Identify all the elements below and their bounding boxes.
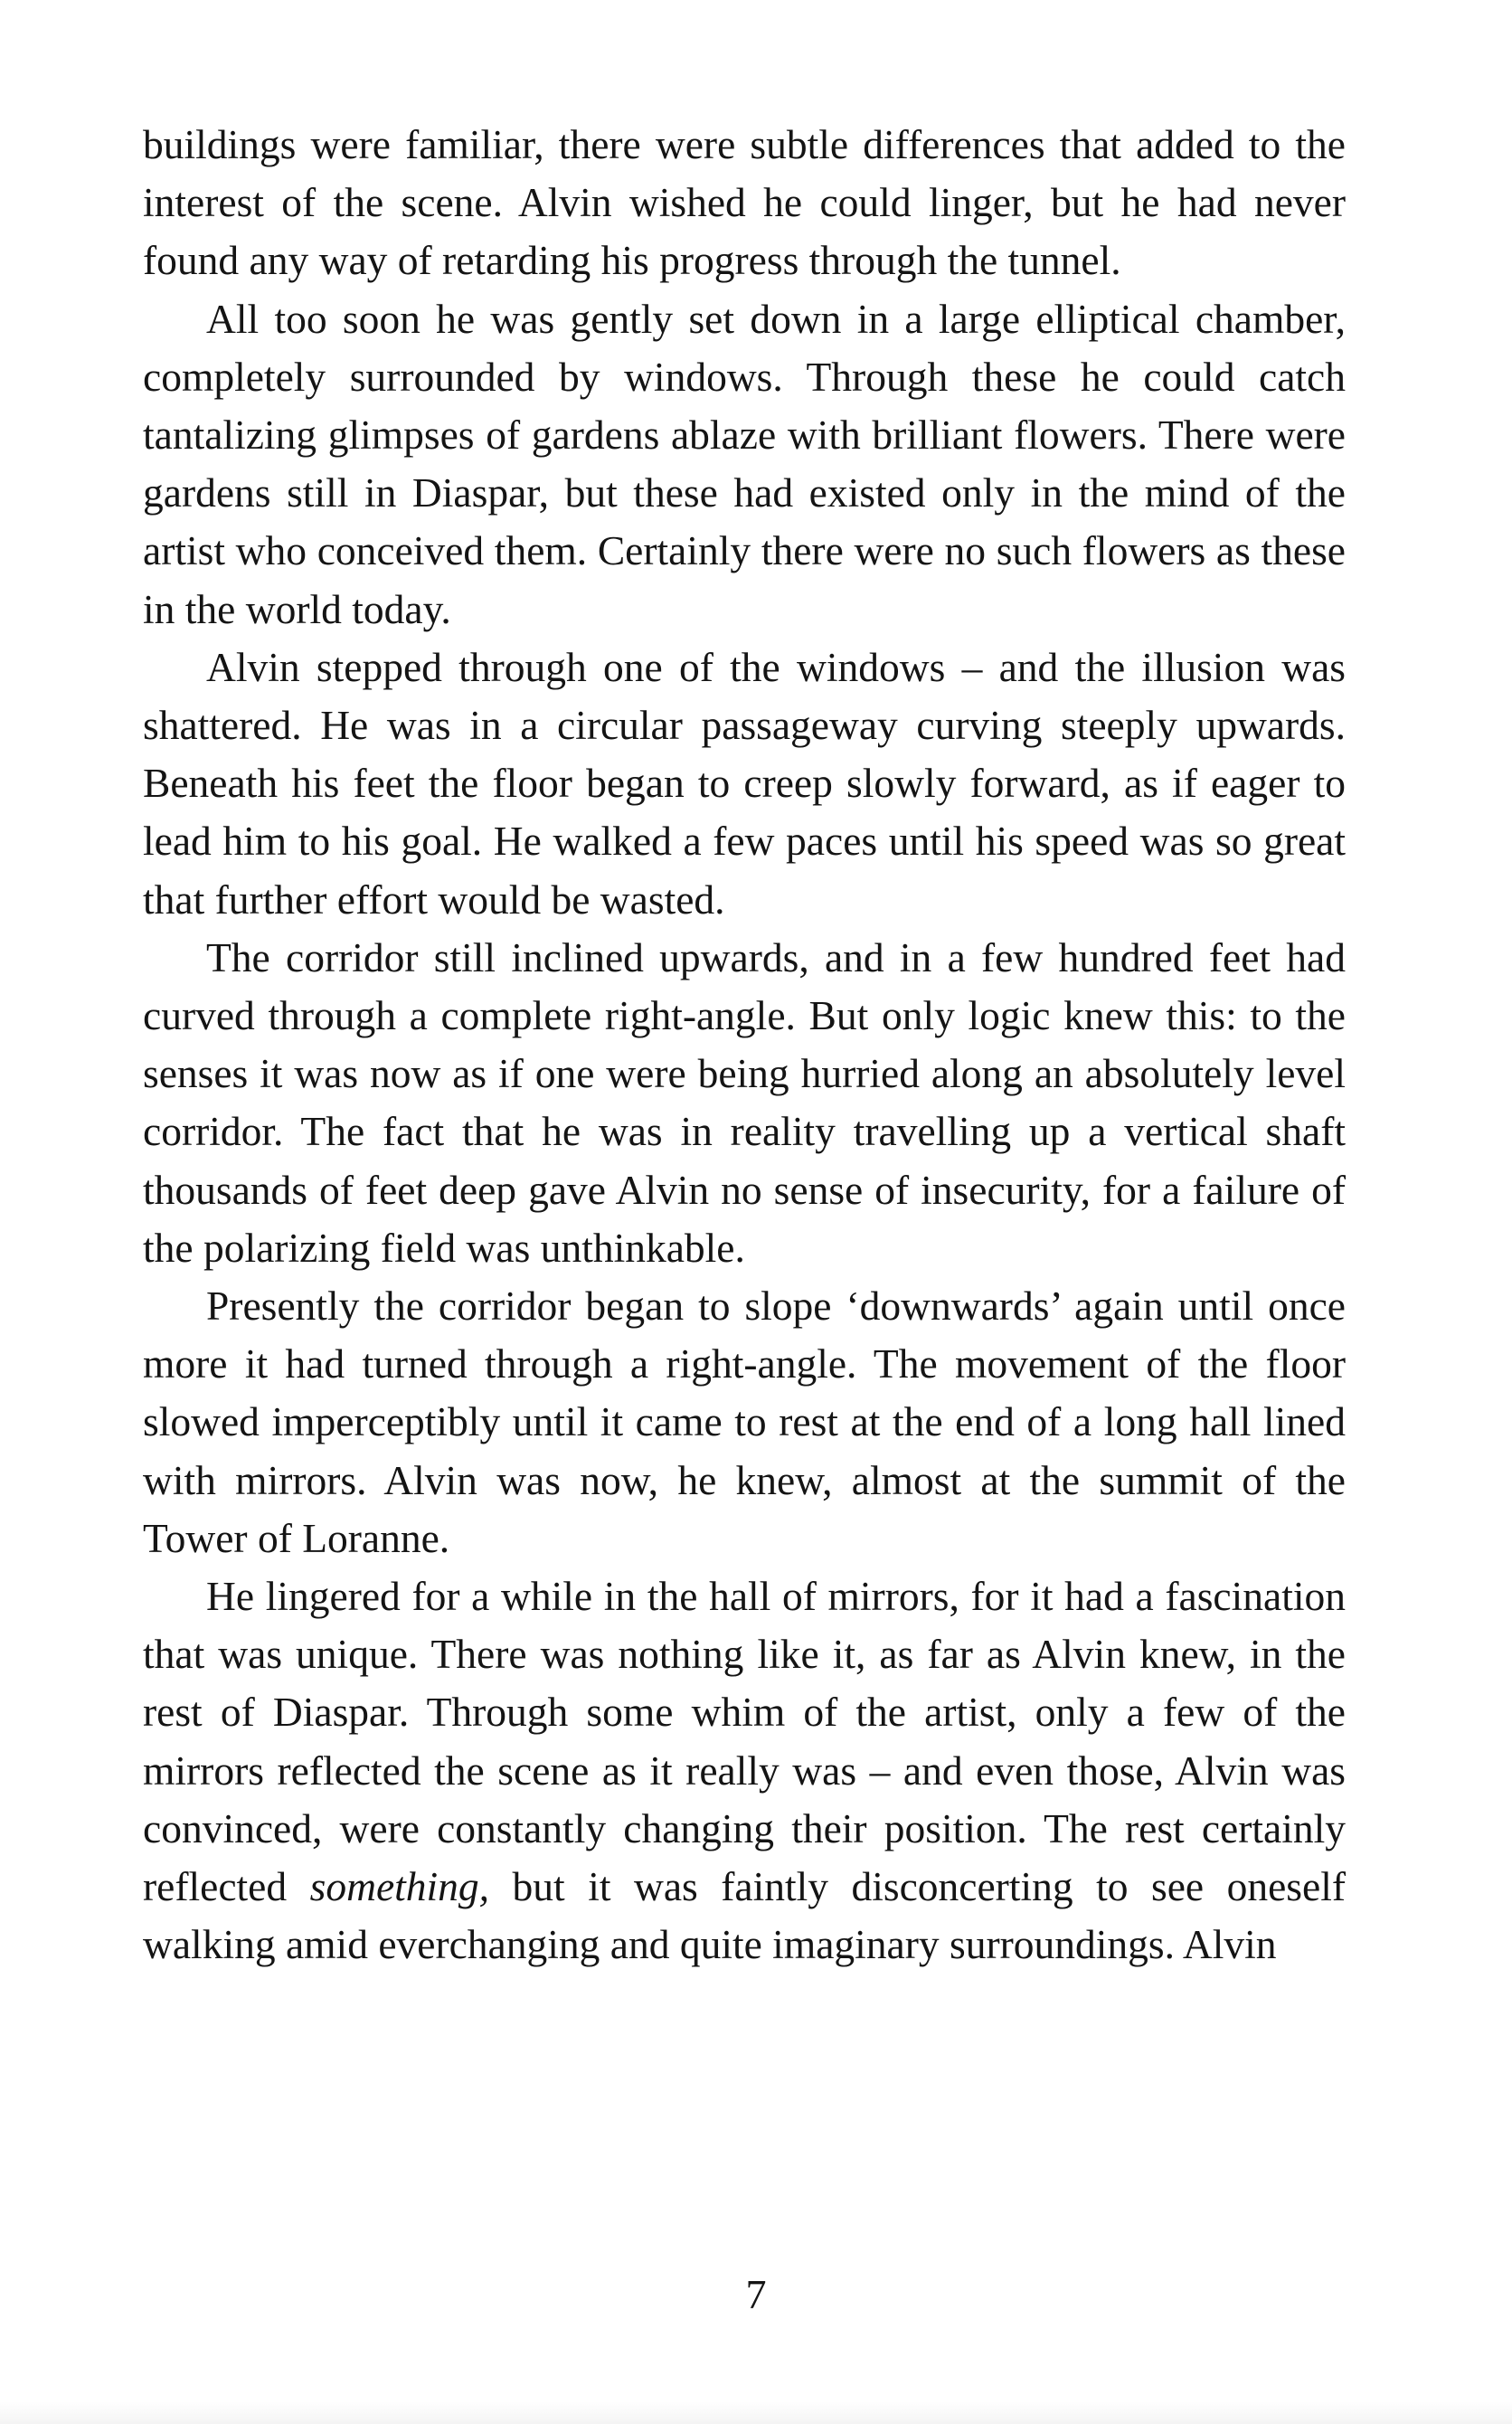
page-number: 7 [745, 2271, 767, 2317]
paragraph-3: Alvin stepped through one of the windows – and the illusion was shattered. He was in a circular passageway curving steeply upwards. Beneath his feet the floor began to creep slowly forward, as if eager to lead him to his goal. He walked a few paces until his speed was so great that further effort would be wasted. [143, 643, 1346, 923]
paragraph-2: All too soon he was gently set down in a large elliptical chamber, completely surrounded by windows. Through these he could catch tantalizing glimpses of gardens ablaze with brilliant flowers. There were gardens still in Diaspar, but these had existed only in the mind of the artist who conceived them. Certainly there were no such flowers as these in the world today. [143, 295, 1346, 632]
paragraph-5: Presently the corridor began to slope ‘downwards’ again until once more it had turned through a right-angle. The movement of the floor slowed imperceptibly until it came to rest at the end of a long hall lined with mirrors. Alvin was now, he knew, almost at the summit of the Tower of Loranne. [143, 1283, 1346, 1561]
paragraph-4: The corridor still inclined upwards, and in a few hundred feet had curved through a complete right-angle. But only logic knew this: to the senses it was now as if one were being hurried along an absolutely level corridor. The fact that he was in reality travelling up a vertical shaft thousands of feet deep gave Alvin no sense of insecurity, for a failure of the polarizing field was unthinkable. [143, 933, 1346, 1271]
paragraph-6-before: He lingered for a while in the hall of mirrors, for it had a fascination that was unique. There was nothing like it, as far as Alvin knew, in the rest of Diaspar. Through some whim of the artist, only a few of the mirrors reflected the scene as it really was – and even those, Alvin was convinced, were constantly changing their position. The rest certainly reflected [143, 1573, 1346, 1910]
body-text [143, 116, 1346, 1974]
paragraph-6-emphasis: something, [309, 1863, 490, 1910]
page-edge-shadow [0, 2401, 1512, 2424]
paragraph-6-after: but it was faintly disconcerting to see oneself walking amid everchanging and quite imaginary surroundings. Alvin [143, 1863, 1346, 1968]
paragraph-1: buildings were familiar, there were subtle differences that added to the interest of the scene. Alvin wished he could linger, but he had never found any way of retarding his progress through the tunnel. [143, 121, 1346, 284]
paragraph-6 [143, 1567, 1346, 1974]
